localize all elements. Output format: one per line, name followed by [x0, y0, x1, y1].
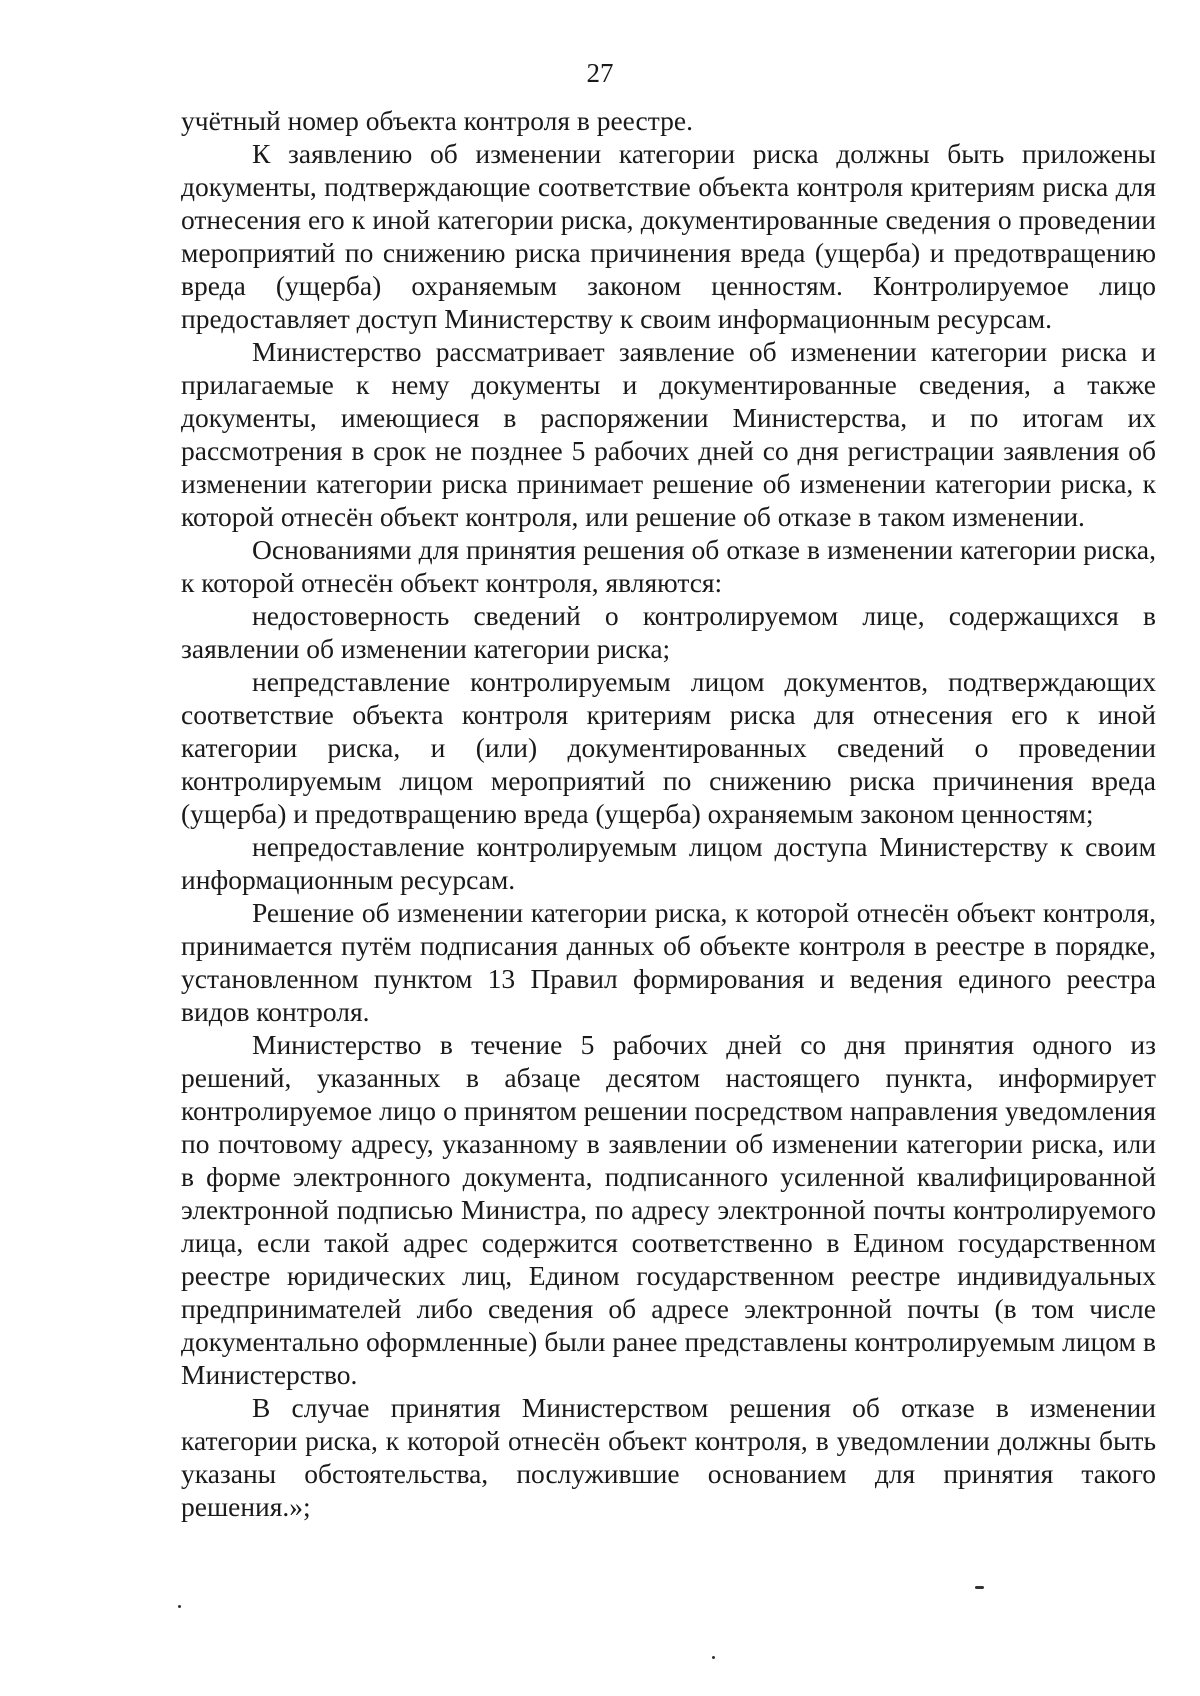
scan-speck — [178, 1605, 181, 1608]
paragraph-10: В случае принятия Министерством решения об отказе в изменении категории риска, к которой отнесён объект контроля, в уведомлении должны быть указаны обстоятельства, послужившие основанием для принятия такого решения.»; — [181, 1392, 1156, 1522]
paragraph-1: учётный номер объекта контроля в реестре. — [181, 105, 693, 136]
paragraph-7: непредоставление контролируемым лицом доступа Министерству к своим информационным ресурсам. — [181, 831, 1156, 895]
paragraph-9: Министерство в течение 5 рабочих дней со дня принятия одного из решений, указанных в абзаце десятом настоящего пункта, информирует контролируемое лицо о принятом решении посредством направления уведомления по почтовому адресу, указанному в заявлении об изменении категории риска, или в форме электронного документа, подписанного усиленной квалифицированной электронной подписью Министра, по адресу электронной почты контролируемого лица, если такой адрес содержится соответственно в Едином государственном реестре юридических лиц, Едином государственном реестре индивидуальных предпринимателей либо сведения об адресе электронной почты (в том числе документально оформленные) были ранее представлены контролируемым лицом в Министерство. — [181, 1029, 1156, 1390]
paragraph-2: К заявлению об изменении категории риска должны быть приложены документы, подтверждающие соответствие объекта контроля критериям риска для отнесения его к иной категории риска, документированные сведения о проведении мероприятий по снижению риска причинения вреда (ущерба) и предотвращению вреда (ущерба) охраняемым законом ценностям. Контролируемое лицо предоставляет доступ Министерству к своим информационным ресурсам. — [181, 138, 1156, 334]
scan-speck — [975, 1586, 984, 1589]
paragraph-4: Основаниями для принятия решения об отказе в изменении категории риска, к которой отнесён объект контроля, являются: — [181, 534, 1156, 598]
document-body — [181, 104, 1156, 1523]
paragraph-8: Решение об изменении категории риска, к которой отнесён объект контроля, принимается путём подписания данных об объекте контроля в реестре в порядке, установленном пунктом 13 Правил формирования и ведения единого реестра видов контроля. — [181, 897, 1156, 1027]
scan-speck — [712, 1656, 715, 1659]
paragraph-6: непредставление контролируемым лицом документов, подтверждающих соответствие объекта контроля критериям риска для отнесения его к иной категории риска, и (или) документированных сведений о проведении контролируемым лицом мероприятий по снижению риска причинения вреда (ущерба) и предотвращению вреда (ущерба) охраняемым законом ценностям; — [181, 666, 1156, 829]
page-number: 27 — [586, 58, 614, 88]
paragraph-5: недостоверность сведений о контролируемом лице, содержащихся в заявлении об изменении категории риска; — [181, 600, 1156, 664]
paragraph-3: Министерство рассматривает заявление об изменении категории риска и прилагаемые к нему документы и документированные сведения, а также документы, имеющиеся в распоряжении Министерства, и по итогам их рассмотрения в срок не позднее 5 рабочих дней со дня регистрации заявления об изменении категории риска принимает решение об изменении категории риска, к которой отнесён объект контроля, или решение об отказе в таком изменении. — [181, 336, 1156, 532]
